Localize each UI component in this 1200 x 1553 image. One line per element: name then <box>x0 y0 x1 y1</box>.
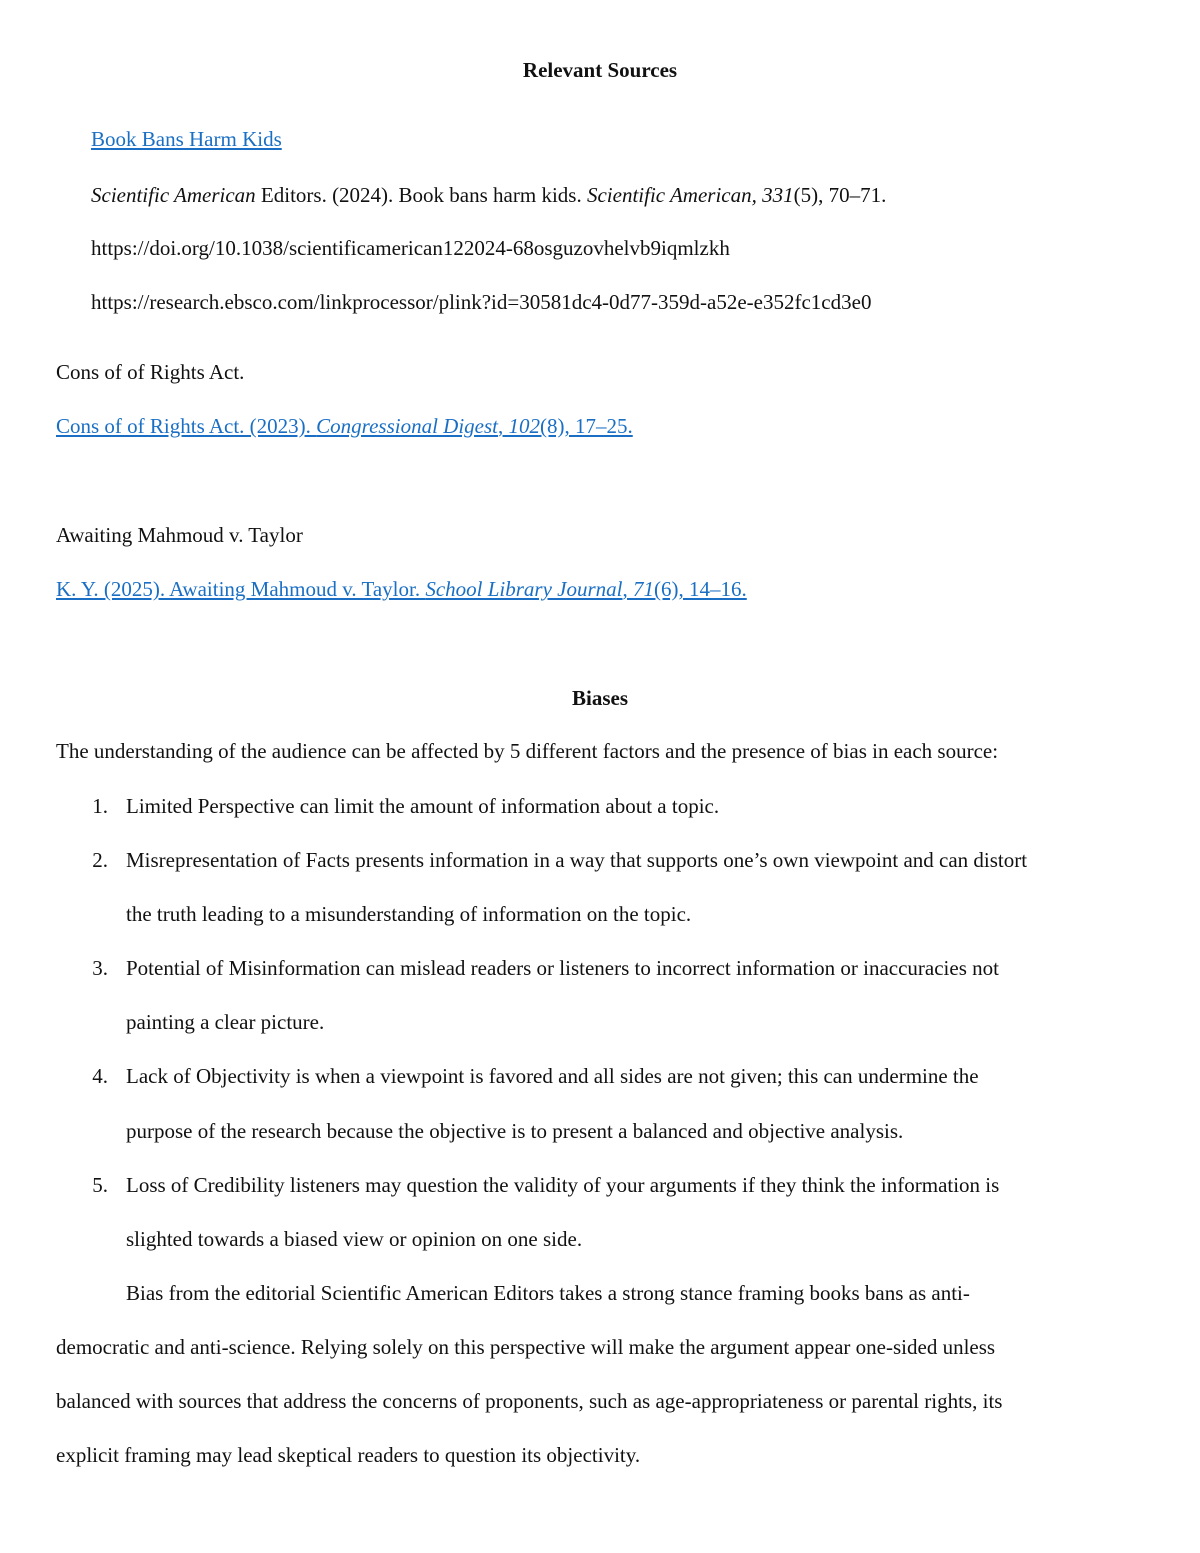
source2-citation-prefix: Cons of of Rights Act. (2023). <box>56 414 317 438</box>
list-number: 4. <box>92 1064 108 1088</box>
list-item-line: painting a clear picture. <box>126 1010 325 1034</box>
list-item-line: the truth leading to a misunderstanding of information on the topic. <box>126 902 692 926</box>
list-number: 1. <box>92 794 108 818</box>
source1-issue: (5), 70–71. <box>793 183 887 207</box>
source1-doi: https://doi.org/10.1038/scientificamerican122024-68osguzovhelvb9iqmlzkh <box>91 236 730 260</box>
source2-sep: , <box>497 414 509 438</box>
list-item-line: slighted towards a biased view or opinion on one side. <box>126 1227 583 1251</box>
source2-volume: 102 <box>508 414 540 438</box>
bias-paragraph-line: explicit framing may lead skeptical readers to question its objectivity. <box>56 1443 641 1467</box>
list-number: 3. <box>92 956 108 980</box>
source1-ebsco-url: https://research.ebsco.com/linkprocessor/plink?id=30581dc4-0d77-359d-a52e-e352fc1cd3e0 <box>91 290 872 314</box>
list-item-line: Limited Perspective can limit the amount of information about a topic. <box>126 794 720 818</box>
source2-issue: (8), 17–25. <box>539 414 633 438</box>
list-item-line: Lack of Objectivity is when a viewpoint is favored and all sides are not given; this can undermine the <box>126 1064 979 1088</box>
list-number: 2. <box>92 848 108 872</box>
biases-heading: Biases <box>571 686 628 710</box>
source3-citation-link[interactable] <box>56 575 747 603</box>
source2-journal: Congressional Digest <box>316 414 498 438</box>
source3-journal: School Library Journal <box>425 577 623 601</box>
source2-citation-link[interactable] <box>56 412 633 440</box>
list-item-line: purpose of the research because the objective is to present a balanced and objective analysis. <box>126 1119 904 1143</box>
source3-volume: 71 <box>633 577 655 601</box>
list-item-line: Misrepresentation of Facts presents information in a way that supports one’s own viewpoint and can distort <box>126 848 1028 872</box>
source1-author-italic: Scientific American <box>91 183 256 207</box>
bias-paragraph-line: balanced with sources that address the concerns of proponents, such as age-appropriateness or parental rights, its <box>56 1389 1003 1413</box>
source3-sep: , <box>622 577 634 601</box>
source3-citation-prefix: K. Y. (2025). Awaiting Mahmoud v. Taylor. <box>56 577 426 601</box>
source3-issue: (6), 14–16. <box>654 577 747 601</box>
source3-title: Awaiting Mahmoud v. Taylor <box>56 523 303 547</box>
biases-intro: The understanding of the audience can be affected by 5 different factors and the presence of bias in each source: <box>56 739 999 763</box>
source1-link[interactable]: Book Bans Harm Kids <box>91 127 282 151</box>
source2-title: Cons of of Rights Act. <box>56 360 245 384</box>
sources-heading: Relevant Sources <box>522 58 678 82</box>
source1-author-rest: Editors. (2024). Book bans harm kids. <box>255 183 587 207</box>
bias-paragraph-line: democratic and anti-science. Relying solely on this perspective will make the argument appear one-sided unless <box>56 1335 996 1359</box>
list-item-line: Potential of Misinformation can mislead readers or listeners to incorrect information or inaccuracies not <box>126 956 999 980</box>
list-item-line: Loss of Credibility listeners may question the validity of your arguments if they think the information is <box>126 1173 1000 1197</box>
bias-paragraph-line: Bias from the editorial Scientific American Editors takes a strong stance framing books bans as anti- <box>126 1281 970 1305</box>
list-number: 5. <box>92 1173 108 1197</box>
source1-journal: Scientific American, 331 <box>586 183 794 207</box>
source1-citation <box>91 181 886 209</box>
